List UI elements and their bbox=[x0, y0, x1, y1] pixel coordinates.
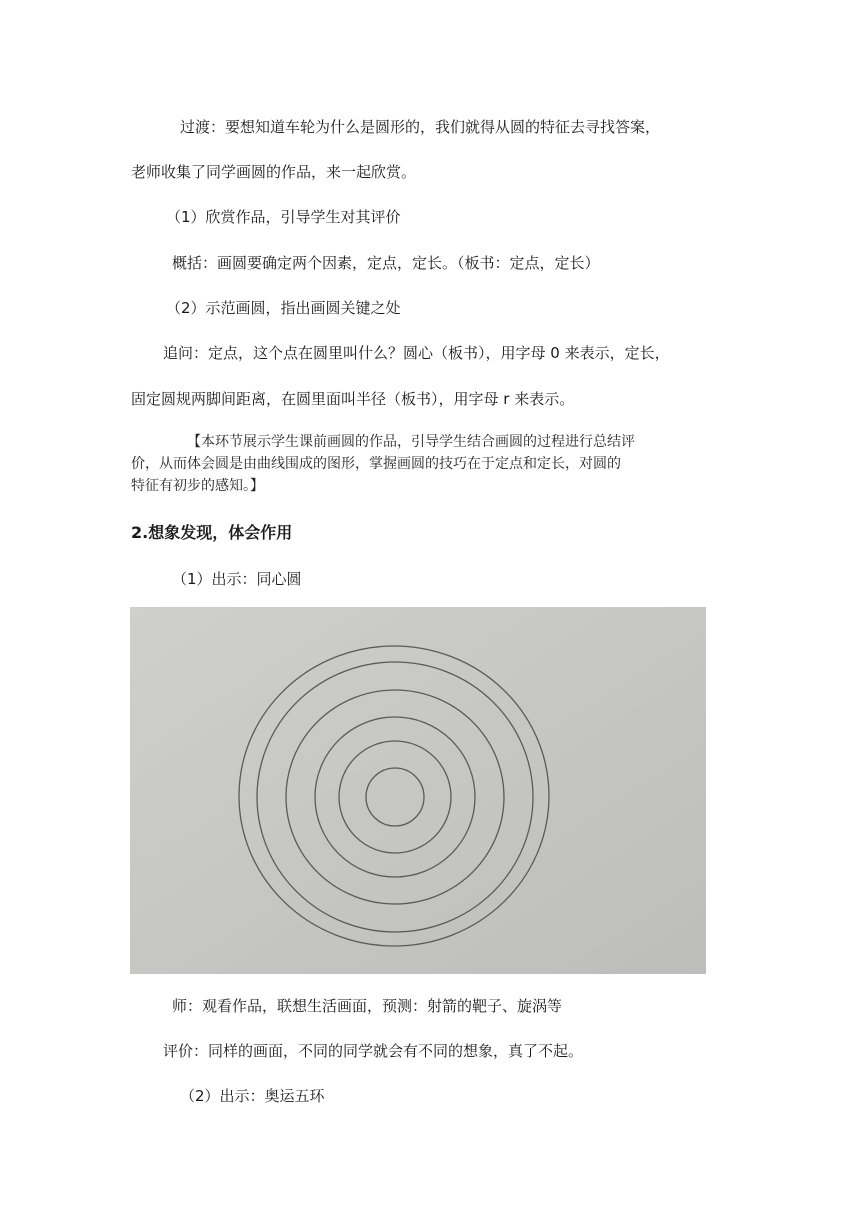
concentric-circles-photo bbox=[130, 607, 706, 974]
teaching-note-line: 【本环节展示学生课前画圆的作品，引导学生结合画圆的过程进行总结评 bbox=[187, 434, 635, 450]
step-show-olympic-rings: （2）出示：奥运五环 bbox=[180, 1087, 325, 1105]
teaching-note-line: 特征有初步的感知。】 bbox=[131, 478, 264, 494]
step-appreciate: （1）欣赏作品，引导学生对其评价 bbox=[166, 208, 401, 226]
paragraph-transition-cont: 老师收集了同学画圆的作品，来一起欣赏。 bbox=[131, 163, 417, 181]
section-heading: 2.想象发现，体会作用 bbox=[131, 523, 293, 542]
step-show-concentric: （1）出示：同心圆 bbox=[172, 570, 302, 588]
paragraph-teacher: 师：观看作品，联想生活画面，预测：射箭的靶子、旋涡等 bbox=[172, 997, 563, 1015]
paper-background bbox=[130, 607, 706, 974]
paragraph-question: 追问：定点，这个点在圆里叫什么？圆心（板书），用字母 0 来表示，定长， bbox=[163, 344, 670, 362]
step-demonstrate: （2）示范画圆，指出画圆关键之处 bbox=[166, 299, 401, 317]
paragraph-summary: 概括：画圆要确定两个因素，定点，定长。（板书：定点，定长） bbox=[172, 254, 600, 272]
teaching-note-line: 价，从而体会圆是由曲线围成的图形，掌握画圆的技巧在于定点和定长，对圆的 bbox=[131, 456, 621, 472]
paragraph-question-cont: 固定圆规两脚间距离，在圆里面叫半径（板书），用字母 r 来表示。 bbox=[131, 390, 575, 408]
teaching-note bbox=[131, 431, 731, 497]
paragraph-transition: 过渡：要想知道车轮为什么是圆形的，我们就得从圆的特征去寻找答案， bbox=[180, 118, 661, 136]
concentric-circles-image bbox=[130, 607, 706, 974]
paragraph-evaluation: 评价：同样的画面，不同的同学就会有不同的想象，真了不起。 bbox=[163, 1042, 584, 1060]
